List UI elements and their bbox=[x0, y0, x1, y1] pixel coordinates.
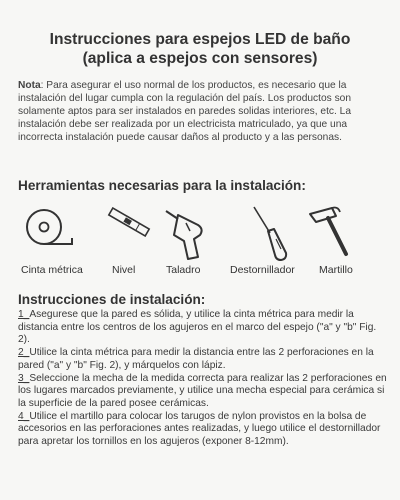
step-item bbox=[18, 411, 388, 449]
steps-list bbox=[18, 309, 388, 449]
step-text: Utilice el martillo para colocar los tarugos de nylon provistos en la bolsa de accesorios en las perforaciones antes realizadas, y luego utilice el destornillador para apretar los tornillos en los agujeros (exponer 8-12mm). bbox=[18, 410, 381, 448]
step-number: 1_ bbox=[18, 309, 30, 320]
screwdriver-icon bbox=[250, 205, 290, 263]
note-paragraph bbox=[18, 79, 388, 144]
tool-label-drill: Taladro bbox=[166, 264, 201, 276]
step-item bbox=[18, 347, 388, 372]
document-title bbox=[0, 30, 400, 68]
step-number: 2_ bbox=[18, 347, 30, 359]
step-item bbox=[18, 309, 388, 347]
title-line-1: Instrucciones para espejos LED de baño bbox=[49, 31, 351, 48]
tool-label-screwdriver: Destornillador bbox=[230, 264, 295, 276]
tape-measure-icon bbox=[22, 205, 78, 251]
tool-label-tape-measure: Cinta métrica bbox=[21, 264, 83, 276]
note-label: Nota bbox=[18, 80, 41, 91]
tool-label-level: Nivel bbox=[112, 264, 136, 276]
hammer-icon bbox=[306, 204, 354, 258]
step-text: Utilice la cinta métrica para medir la distancia entre las 2 perforaciones en la pared ("a" y "b" Fig. 2), y márquelos con lápiz. bbox=[18, 347, 374, 371]
title-line-2: (aplica a espejos con sensores) bbox=[82, 50, 318, 67]
step-number: 3_ bbox=[18, 372, 30, 384]
tool-label-hammer: Martillo bbox=[319, 264, 353, 276]
note-text: : Para asegurar el uso normal de los productos, es necesario que la instalación del lugar cumpla con la regulación del país. Los productos son solamente aptos para ser instalados en paredes solidas interiores, etc. La instalación debe ser realizada por un electricista matriculado, ya que una incorrecta instalación puede causar daños al producto y a las personas. bbox=[18, 80, 351, 144]
step-item bbox=[18, 373, 388, 411]
step-number: 4_ bbox=[18, 410, 30, 422]
tools-heading: Herramientas necesarias para la instalación: bbox=[18, 178, 306, 193]
step-text: Seleccione la mecha de la medida correcta para realizar las 2 perforaciones en los lugares marcados previamente, y utilice una mecha especial para cerámica si la superficie de la pared posee cerámicas. bbox=[18, 372, 387, 409]
drill-icon bbox=[164, 205, 210, 263]
step-text: Asegurese que la pared es sólida, y utilice la cinta métrica para medir la distancia entre los centros de los agujeros en el marco del espejo ("a" y "b" Fig. 2). bbox=[18, 309, 377, 346]
level-icon bbox=[106, 207, 152, 237]
install-heading: Instrucciones de instalación: bbox=[18, 292, 206, 307]
